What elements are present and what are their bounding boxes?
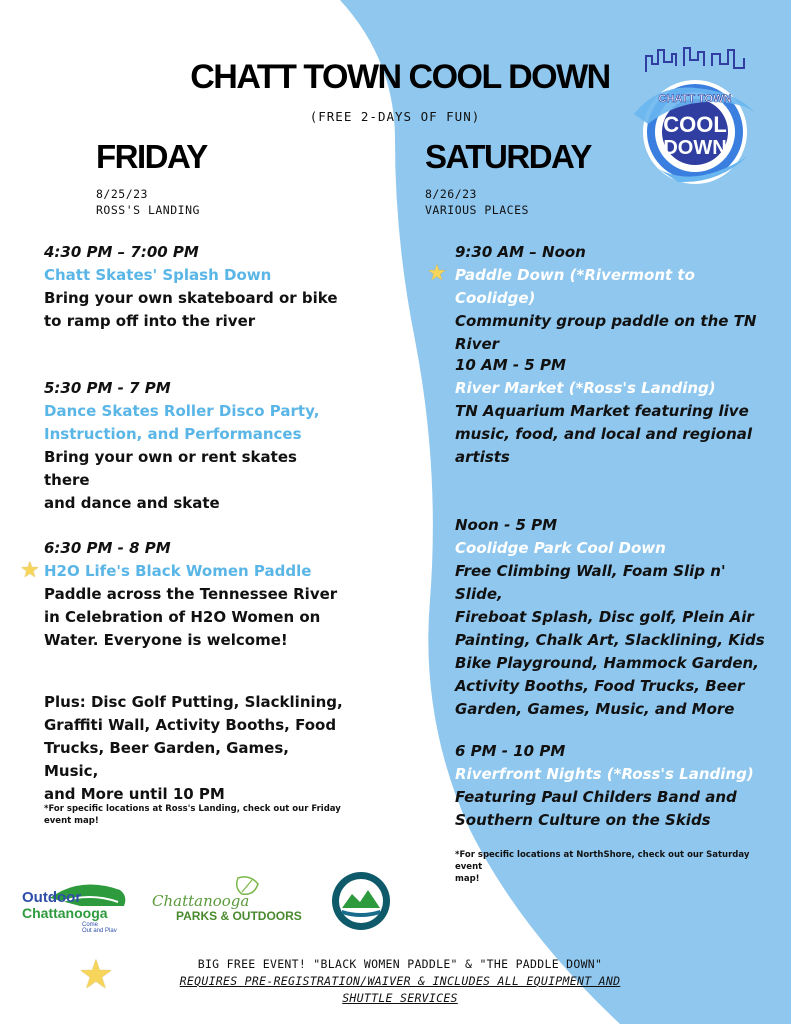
event-name: Riverfront Nights (*Ross's Landing) <box>455 765 754 783</box>
event-desc: Bring your own or rent skates there <box>44 448 297 489</box>
event-desc: Featuring Paul Childers Band and <box>455 788 737 806</box>
saturday-event-2 <box>455 354 775 469</box>
event-desc: Free Climbing Wall, Foam Slip n' Slide, <box>455 562 726 603</box>
logo-parks-script: Chattanooga <box>152 892 250 910</box>
note-line: event map! <box>44 816 99 826</box>
event-time: 6 PM - 10 PM <box>455 742 566 760</box>
event-desc: Painting, Chalk Art, Slacklining, Kids <box>455 631 765 649</box>
friday-meta <box>96 186 200 218</box>
footer-line-2: REQUIRES PRE-REGISTRATION/WAIVER & INCLUDES ALL EQUIPMENT AND <box>179 974 621 988</box>
event-desc: Garden, Games, Music, and More <box>455 700 735 718</box>
saturday-place: VARIOUS PLACES <box>425 203 529 217</box>
saturday-event-4 <box>455 740 775 832</box>
saturday-event-3 <box>455 514 775 721</box>
event-time: 10 AM - 5 PM <box>455 356 566 374</box>
subtitle: (FREE 2-DAYS OF FUN) <box>309 109 481 124</box>
saturday-heading: SATURDAY <box>425 138 591 175</box>
event-desc: Activity Booths, Food Trucks, Beer <box>455 677 745 695</box>
event-desc: Bring your own skateboard or bike <box>44 289 338 307</box>
event-time: 6:30 PM - 8 PM <box>44 539 171 557</box>
chattanooga-parks-outdoors-logo <box>150 874 312 926</box>
event-desc: Fireboat Splash, Disc golf, Plein Air <box>455 608 754 626</box>
event-desc: River <box>455 335 500 353</box>
event-desc: Community group paddle on the TN <box>455 312 757 330</box>
note-line: *For specific locations at Ross's Landing, check out our Friday <box>44 804 341 814</box>
note-line: *For specific locations at NorthShore, check out our Saturday event <box>455 850 750 872</box>
friday-event-1 <box>44 241 344 333</box>
event-desc: Paddle across the Tennessee River <box>44 585 338 603</box>
friday-heading: FRIDAY <box>96 138 207 175</box>
plus-line: Plus: Disc Golf Putting, Slacklining, <box>44 693 343 711</box>
event-name: Dance Skates Roller Disco Party, <box>44 402 320 420</box>
logo-tagline-come: Come <box>82 922 99 928</box>
badge-text-down: DOWN <box>663 137 727 159</box>
event-desc: to ramp off into the river <box>44 312 256 330</box>
logo-chattanooga: Chattanooga <box>22 905 108 921</box>
event-time: 4:30 PM – 7:00 PM <box>44 243 199 261</box>
plus-line: Graffiti Wall, Activity Booths, Food <box>44 716 337 734</box>
chatt-town-cool-down-badge <box>628 44 763 194</box>
friday-place: ROSS'S LANDING <box>96 203 200 217</box>
star-icon: ★ <box>20 558 40 583</box>
footer-line-3: SHUTTLE SERVICES <box>342 991 458 1005</box>
logo-outdoor: Outdoor <box>22 889 82 906</box>
friday-plus <box>44 691 344 806</box>
event-desc: and dance and skate <box>44 494 220 512</box>
event-time: 5:30 PM - 7 PM <box>44 379 171 397</box>
event-name: Paddle Down (*Rivermont to Coolidge) <box>455 266 695 307</box>
friday-date: 8/25/23 <box>96 187 148 201</box>
event-desc: TN Aquarium Market featuring live <box>455 402 749 420</box>
star-icon: ★ <box>427 261 447 286</box>
badge-text-top: CHATT TOWN <box>658 93 732 105</box>
page-title: CHATT TOWN COOL DOWN <box>190 58 610 96</box>
plus-line: Trucks, Beer Garden, Games, Music, <box>44 739 289 780</box>
logo-parks-text: PARKS & OUTDOORS <box>176 909 302 923</box>
event-desc: music, food, and local and regional <box>455 425 753 443</box>
logo-tagline-play: Out and Play <box>82 928 117 932</box>
event-name: Instruction, and Performances <box>44 425 302 443</box>
event-desc: artists <box>455 448 510 466</box>
event-name: H2O Life's Black Women Paddle <box>44 562 312 580</box>
event-name: River Market (*Ross's Landing) <box>455 379 716 397</box>
friday-event-2 <box>44 377 344 515</box>
saturday-meta <box>425 186 529 218</box>
saturday-event-1 <box>455 241 775 356</box>
friday-event-3 <box>44 537 344 652</box>
plus-line: and More until 10 PM <box>44 785 225 803</box>
event-time: 9:30 AM – Noon <box>455 243 586 261</box>
friday-note <box>44 803 344 827</box>
outdoor-chattanooga-logo <box>20 876 132 932</box>
event-desc: in Celebration of H2O Women on <box>44 608 321 626</box>
badge-text-cool: COOL <box>663 112 727 137</box>
footer-line-1: BIG FREE EVENT! "BLACK WOMEN PADDLE" & "THE PADDLE DOWN" <box>197 957 603 971</box>
event-desc: Southern Culture on the Skids <box>455 811 711 829</box>
event-name: Chatt Skates' Splash Down <box>44 266 272 284</box>
event-name: Coolidge Park Cool Down <box>455 539 666 557</box>
event-desc: Bike Playground, Hammock Garden, <box>455 654 759 672</box>
friends-of-outdoor-chattanooga-logo <box>330 870 392 932</box>
note-line: map! <box>455 874 480 884</box>
event-time: Noon - 5 PM <box>455 516 558 534</box>
event-desc: Water. Everyone is welcome! <box>44 631 288 649</box>
saturday-note <box>455 849 775 885</box>
saturday-date: 8/26/23 <box>425 187 477 201</box>
star-icon: ★ <box>78 952 114 998</box>
